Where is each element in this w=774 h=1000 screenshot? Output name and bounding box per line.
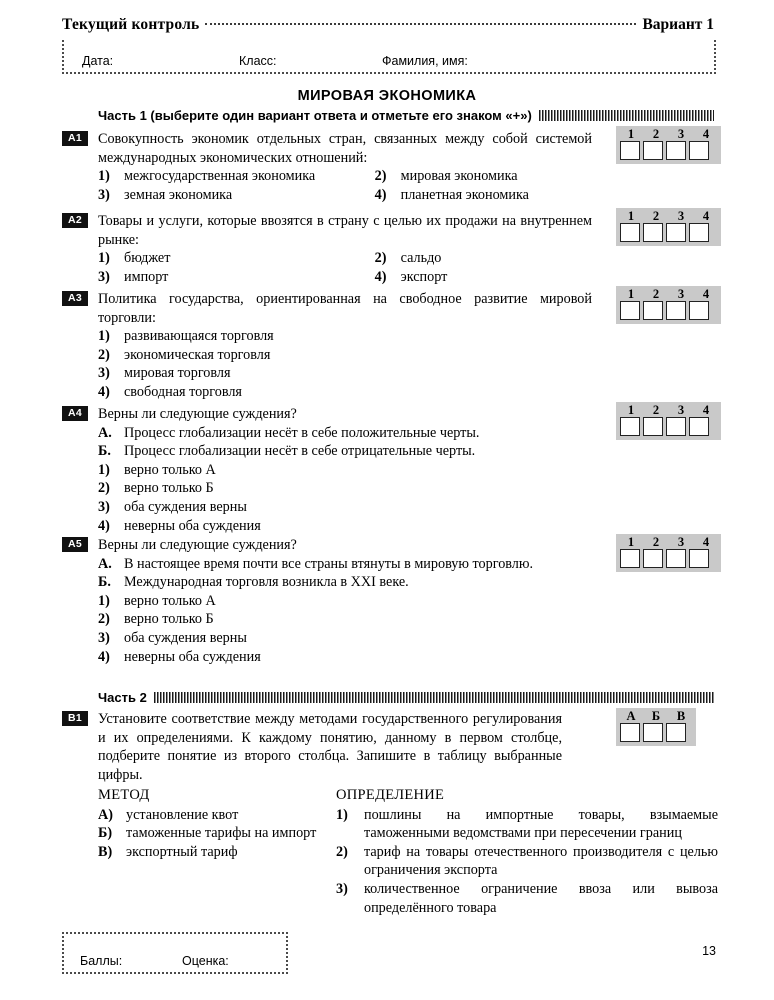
- option-a4-1[interactable]: [98, 461, 592, 480]
- option-number: 4): [98, 648, 110, 665]
- option-a1-3[interactable]: [98, 186, 375, 205]
- answer-number-2: 2: [652, 403, 660, 417]
- question-a4-body: [98, 405, 592, 535]
- answer-letter-b: Б: [651, 709, 661, 723]
- answer-checkbox-4[interactable]: [689, 417, 709, 436]
- question-badge-a1: A1: [62, 131, 88, 146]
- matching-key: 1): [336, 806, 348, 823]
- question-b1: [62, 710, 562, 784]
- option-number: 3): [98, 268, 110, 285]
- statement-a5-b: [98, 573, 592, 592]
- option-text: экономическая торговля: [124, 346, 271, 363]
- statement-key: А.: [98, 424, 112, 441]
- answer-grid-a2[interactable]: [616, 208, 721, 246]
- option-a3-1[interactable]: [98, 327, 592, 346]
- answer-grid-a5-numbers: [620, 535, 717, 549]
- option-a3-4[interactable]: [98, 383, 592, 402]
- option-line: [98, 186, 592, 205]
- option-a1-2[interactable]: [375, 167, 592, 186]
- answer-checkbox-1[interactable]: [620, 141, 640, 160]
- answer-grid-b1[interactable]: [616, 708, 696, 746]
- option-number: 1): [98, 168, 110, 185]
- question-a5-options: [98, 592, 592, 666]
- statement-key: А.: [98, 555, 112, 572]
- answer-number-3: 3: [677, 535, 685, 549]
- option-a2-4[interactable]: [375, 268, 592, 287]
- option-number: 4): [98, 517, 110, 534]
- matching-key: 2): [336, 843, 348, 860]
- answer-number-1: 1: [627, 403, 635, 417]
- statement-text: Процесс глобализации несёт в себе отрицательные черты.: [124, 443, 476, 460]
- question-badge-a5: A5: [62, 537, 88, 552]
- option-text: межгосударственная экономика: [124, 168, 316, 185]
- matching-key: В): [98, 843, 113, 860]
- page-title: МИРОВАЯ ЭКОНОМИКА: [297, 88, 477, 104]
- option-text: оба суждения верны: [124, 629, 247, 646]
- option-line: [98, 167, 592, 186]
- statement-key: Б.: [98, 574, 111, 591]
- student-info-box: [62, 40, 716, 74]
- page-header: [62, 16, 714, 40]
- part-2-hatch-rule: [154, 692, 714, 703]
- option-text: бюджет: [124, 250, 171, 267]
- answer-grid-a3[interactable]: [616, 286, 721, 324]
- answer-checkbox-3[interactable]: [666, 301, 686, 320]
- question-a1: [62, 130, 592, 204]
- question-a4-stem: Верны ли следующие суждения?: [98, 406, 297, 422]
- question-a5-body: [98, 536, 592, 666]
- question-badge-a2: A2: [62, 213, 88, 228]
- question-a4-options: [98, 461, 592, 535]
- option-number: 4): [374, 268, 387, 285]
- answer-checkbox-4[interactable]: [689, 141, 709, 160]
- option-text: развивающаяся торговля: [124, 328, 274, 345]
- answer-number-2: 2: [652, 209, 660, 223]
- question-badge-b1: B1: [62, 711, 88, 726]
- answer-grid-a2-numbers: [620, 209, 717, 223]
- question-a4: [62, 405, 592, 535]
- answer-number-4: 4: [702, 209, 710, 223]
- part-1-header: [98, 108, 714, 123]
- matching-head-definition: ОПРЕДЕЛЕНИЕ: [336, 787, 445, 803]
- score-box: [62, 932, 288, 974]
- question-a2: [62, 212, 592, 286]
- answer-grid-a2-boxes: [620, 223, 717, 242]
- answer-checkbox-3[interactable]: [666, 223, 686, 242]
- question-b1-body: [98, 710, 562, 784]
- answer-number-4: 4: [702, 535, 710, 549]
- answer-number-2: 2: [652, 287, 660, 301]
- answer-grid-b1-boxes: [620, 723, 692, 742]
- answer-checkbox-4[interactable]: [689, 223, 709, 242]
- question-a5-stem: Верны ли следующие суждения?: [98, 537, 297, 553]
- option-number: 3): [98, 186, 110, 203]
- matching-text: пошлины на импортные товары, взымаемые таможенными ведомствами при пересечении границ: [364, 806, 718, 842]
- matching-column-method: [98, 786, 336, 917]
- class-field-label[interactable]: Класс:: [239, 54, 277, 68]
- option-a4-3[interactable]: [98, 498, 592, 517]
- option-number: 4): [374, 186, 387, 203]
- mark-label[interactable]: Оценка:: [182, 954, 229, 968]
- student-info-fields: [64, 40, 714, 72]
- answer-checkbox-2[interactable]: [643, 417, 663, 436]
- answer-number-3: 3: [677, 209, 685, 223]
- statement-text: Процесс глобализации несёт в себе положительные черты.: [124, 424, 480, 441]
- matching-text: тариф на товары отечественного производителя с целью ограничения экспорта: [364, 843, 718, 879]
- option-text: экспорт: [400, 268, 448, 285]
- question-a1-stem: Совокупность экономик отдельных стран, связанных между собой системой международных экономических отношений:: [98, 131, 592, 166]
- option-line: [98, 249, 592, 268]
- option-a5-1[interactable]: [98, 592, 592, 611]
- option-a4-2[interactable]: [98, 479, 592, 498]
- option-a5-4[interactable]: [98, 648, 592, 667]
- option-number: 1): [98, 461, 110, 478]
- date-field-label[interactable]: Дата:: [82, 54, 114, 68]
- answer-grid-a5-boxes: [620, 549, 717, 568]
- answer-checkbox-4[interactable]: [689, 549, 709, 568]
- option-text: мировая экономика: [400, 168, 518, 185]
- option-number: 1): [98, 592, 110, 609]
- matching-text: установление квот: [126, 806, 239, 823]
- statement-text: Международная торговля возникла в XXI веке.: [124, 574, 409, 591]
- header-title: Текущий контроль: [62, 16, 200, 33]
- option-a1-4[interactable]: [375, 186, 592, 205]
- matching-item-v[interactable]: [98, 843, 336, 862]
- matching-key: 3): [336, 880, 348, 897]
- matching-text: экспортный тариф: [126, 843, 238, 860]
- question-a2-body: [98, 212, 592, 286]
- option-number: 2): [374, 250, 387, 267]
- option-text: верно только Б: [124, 480, 214, 497]
- answer-checkbox-3[interactable]: [666, 417, 686, 436]
- matching-def-3[interactable]: [336, 880, 718, 917]
- score-label[interactable]: Баллы:: [80, 954, 123, 968]
- answer-grid-a1[interactable]: [616, 126, 721, 164]
- answer-grid-a1-numbers: [620, 127, 717, 141]
- question-a2-options: [98, 249, 592, 286]
- statement-a5-a: [98, 555, 592, 574]
- option-number: 2): [98, 480, 110, 497]
- answer-grid-a3-boxes: [620, 301, 717, 320]
- answer-number-1: 1: [627, 535, 635, 549]
- answer-number-4: 4: [702, 287, 710, 301]
- answer-checkbox-4[interactable]: [689, 301, 709, 320]
- matching-text: таможенные тарифы на импорт: [126, 825, 317, 842]
- statement-key: Б.: [98, 443, 111, 460]
- question-badge-a4: A4: [62, 406, 88, 421]
- answer-grid-b1-letters: [620, 709, 692, 723]
- matching-column-definition: [336, 786, 718, 917]
- part-2-label: Часть 2: [98, 690, 147, 705]
- statement-text: В настоящее время почти все страны втянуты в мировую торговлю.: [124, 555, 534, 572]
- answer-input-b[interactable]: [643, 723, 663, 742]
- answer-grid-a3-numbers: [620, 287, 717, 301]
- answer-number-4: 4: [702, 127, 710, 141]
- option-number: 3): [98, 365, 110, 382]
- option-text: импорт: [124, 268, 169, 285]
- question-a3-stem: Политика государства, ориентированная на свободное развитие мировой торговли:: [98, 291, 592, 326]
- question-a2-stem: Товары и услуги, которые ввозятся в страну с целью их продажи на внутреннем рынке:: [98, 213, 592, 248]
- answer-letter-v: В: [676, 709, 686, 723]
- option-text: неверны оба суждения: [124, 517, 261, 534]
- option-text: земная экономика: [124, 186, 233, 203]
- option-text: оба суждения верны: [124, 498, 247, 515]
- option-a2-3[interactable]: [98, 268, 375, 287]
- answer-grid-a5[interactable]: [616, 534, 721, 572]
- answer-number-1: 1: [627, 209, 635, 223]
- matching-table: [98, 786, 718, 917]
- header-dotted-rule: [205, 22, 636, 25]
- option-number: 1): [98, 250, 110, 267]
- answer-checkbox-2[interactable]: [643, 141, 663, 160]
- answer-letter-a: А: [626, 709, 636, 723]
- name-field-label[interactable]: Фамилия, имя:: [382, 54, 468, 68]
- matching-def-1[interactable]: [336, 806, 718, 843]
- answer-grid-a4[interactable]: [616, 402, 721, 440]
- answer-number-4: 4: [702, 403, 710, 417]
- option-number: 2): [98, 346, 110, 363]
- option-a3-2[interactable]: [98, 346, 592, 365]
- answer-grid-a4-numbers: [620, 403, 717, 417]
- option-a5-2[interactable]: [98, 610, 592, 629]
- answer-checkbox-2[interactable]: [643, 223, 663, 242]
- matching-key: Б): [98, 825, 113, 842]
- part-1-hatch-rule: [539, 110, 714, 121]
- option-text: неверны оба суждения: [124, 648, 261, 665]
- option-number: 3): [98, 498, 110, 515]
- variant-label: Вариант 1: [642, 16, 714, 33]
- answer-number-2: 2: [652, 127, 660, 141]
- option-text: планетная экономика: [400, 186, 529, 203]
- part-2-header: [98, 690, 714, 705]
- matching-def-2[interactable]: [336, 843, 718, 880]
- question-a1-options: [98, 167, 592, 204]
- answer-checkbox-1[interactable]: [620, 417, 640, 436]
- option-number: 2): [98, 611, 110, 628]
- option-text: верно только А: [124, 461, 216, 478]
- answer-checkbox-2[interactable]: [643, 549, 663, 568]
- option-text: верно только А: [124, 592, 216, 609]
- question-a3-body: [98, 290, 592, 402]
- option-line: [98, 268, 592, 287]
- header-title-row: [62, 16, 714, 40]
- matching-text: количественное ограничение ввоза или вывоза определённого товара: [364, 880, 718, 916]
- option-a5-3[interactable]: [98, 629, 592, 648]
- option-a2-1[interactable]: [98, 249, 375, 268]
- option-a4-4[interactable]: [98, 517, 592, 536]
- statement-a4-a: [98, 424, 592, 443]
- answer-input-a[interactable]: [620, 723, 640, 742]
- option-a2-2[interactable]: [375, 249, 592, 268]
- answer-checkbox-3[interactable]: [666, 141, 686, 160]
- option-a1-1[interactable]: [98, 167, 375, 186]
- matching-item-b[interactable]: [98, 824, 336, 843]
- answer-checkbox-2[interactable]: [643, 301, 663, 320]
- matching-key: А): [98, 806, 113, 823]
- matching-item-a[interactable]: [98, 806, 336, 825]
- statement-a4-b: [98, 442, 592, 461]
- matching-head-method: МЕТОД: [98, 787, 150, 803]
- option-number: 4): [98, 383, 110, 400]
- answer-grid-a4-boxes: [620, 417, 717, 436]
- answer-number-3: 3: [677, 403, 685, 417]
- answer-grid-a1-boxes: [620, 141, 717, 160]
- option-a3-3[interactable]: [98, 364, 592, 383]
- question-badge-a3: A3: [62, 291, 88, 306]
- part-1-label: Часть 1 (выберите один вариант ответа и отметьте его знаком «+»): [98, 108, 532, 123]
- answer-number-1: 1: [627, 127, 635, 141]
- answer-checkbox-3[interactable]: [666, 549, 686, 568]
- option-number: 1): [98, 328, 110, 345]
- option-text: мировая торговля: [124, 365, 231, 382]
- option-number: 3): [98, 629, 110, 646]
- answer-number-2: 2: [652, 535, 660, 549]
- page-number: 13: [702, 944, 716, 958]
- score-fields: [64, 934, 286, 972]
- option-text: свободная торговля: [124, 383, 242, 400]
- answer-number-1: 1: [627, 287, 635, 301]
- answer-checkbox-1[interactable]: [620, 301, 640, 320]
- answer-checkbox-1[interactable]: [620, 223, 640, 242]
- answer-number-3: 3: [677, 127, 685, 141]
- option-number: 2): [374, 168, 387, 185]
- question-a1-body: [98, 130, 592, 204]
- option-text: верно только Б: [124, 611, 214, 628]
- answer-checkbox-1[interactable]: [620, 549, 640, 568]
- question-b1-stem: Установите соответствие между методами государственного регулирования и их определениями. К каждому понятию, данному в первом столбце, подберите понятие из второго столбца. Запишите в таблицу выбранные цифры.: [98, 711, 562, 783]
- question-a5: [62, 536, 592, 666]
- option-text: сальдо: [400, 250, 442, 267]
- question-a3: [62, 290, 592, 402]
- answer-number-3: 3: [677, 287, 685, 301]
- answer-input-v[interactable]: [666, 723, 686, 742]
- question-a3-options: [98, 327, 592, 401]
